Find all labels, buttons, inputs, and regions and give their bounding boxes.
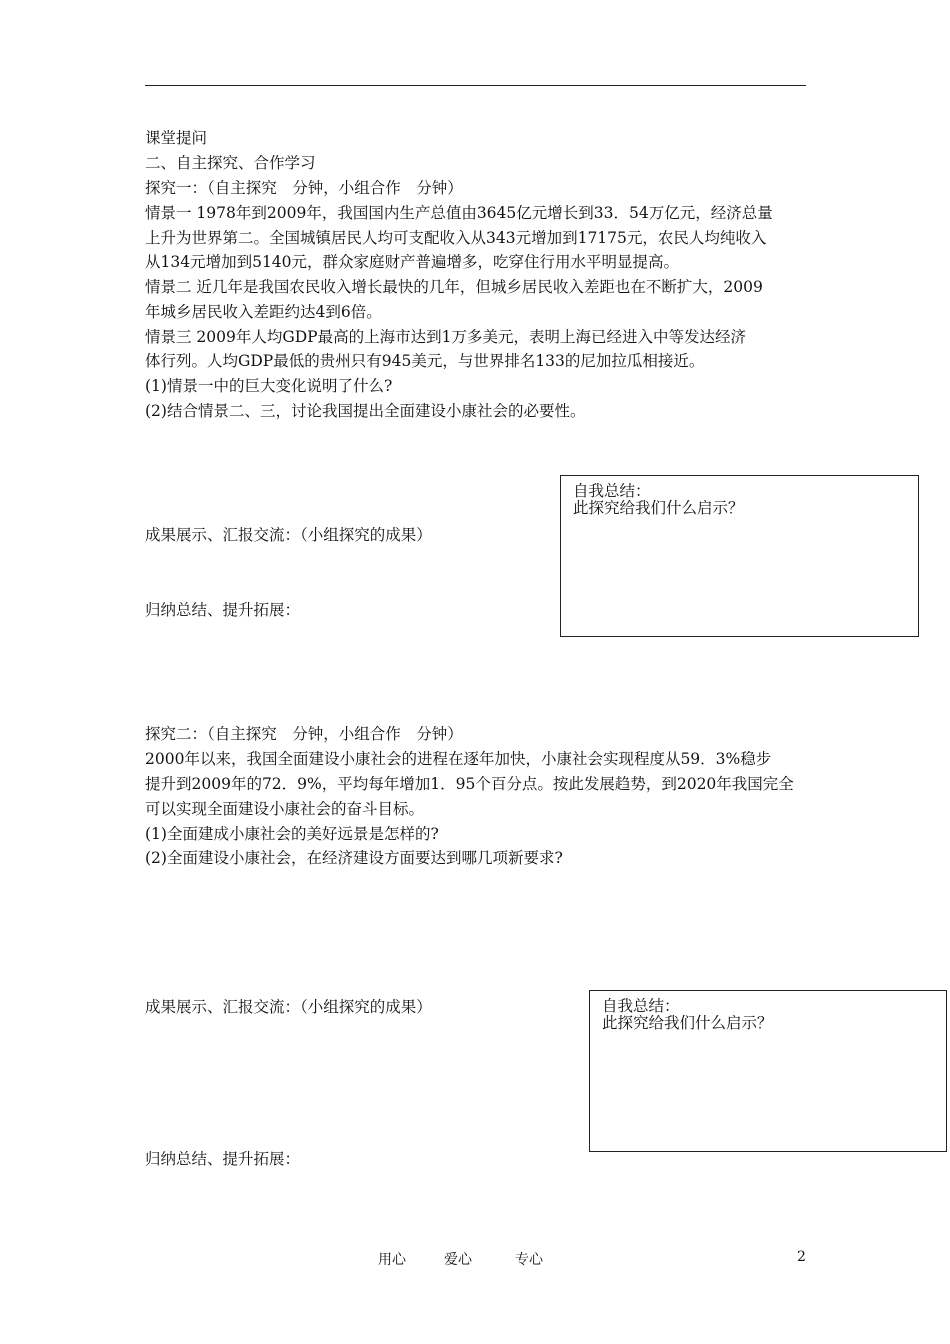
footer-word-2: 爱心: [444, 1252, 472, 1268]
footer-word-1: 用心: [378, 1252, 406, 1268]
inquiry2-paragraph-line: 可以实现全面建设小康社会的奋斗目标。: [145, 800, 425, 818]
page-number: 2: [797, 1249, 806, 1265]
inquiry2-summary-label: 归纳总结、提升拓展：: [145, 1150, 301, 1168]
inquiry1-paragraph-line: 从134元增加到5140元，群众家庭财产普遍增多，吃穿住行用水平明显提高。: [145, 253, 680, 271]
heading-class-questions: 课堂提问: [145, 129, 208, 147]
inquiry1-paragraph-line: 体行列。人均GDP最低的贵州只有945美元，与世界排名133的尼加拉瓜相接近。: [145, 352, 705, 370]
inquiry2-question-2: (2)全面建设小康社会，在经济建设方面要达到哪几项新要求?: [145, 849, 563, 867]
inquiry2-title: 探究二：（自主探究 分钟，小组合作 分钟）: [145, 725, 463, 743]
inquiry1-self-summary-box: [560, 475, 919, 637]
inquiry1-summary-label: 归纳总结、提升拓展：: [145, 601, 301, 619]
inquiry1-paragraph-line: 情景二 近几年是我国农民收入增长最快的几年，但城乡居民收入差距也在不断扩大，2009: [145, 278, 763, 296]
inquiry1-paragraph-line: 情景三 2009年人均GDP最高的上海市达到1万多美元，表明上海已经进入中等发达经济: [145, 328, 746, 346]
inquiry2-result-label: 成果展示、汇报交流：（小组探究的成果）: [145, 998, 432, 1016]
inquiry1-paragraph-line: 上升为世界第二。全国城镇居民人均可支配收入从343元增加到17175元，农民人均纯收入: [145, 229, 767, 247]
inquiry1-result-label: 成果展示、汇报交流：（小组探究的成果）: [145, 526, 432, 544]
inquiry1-question-2: (2)结合情景二、三，讨论我国提出全面建设小康社会的必要性。: [145, 402, 586, 420]
inquiry1-paragraph-line: 年城乡居民收入差距约达4到6倍。: [145, 303, 382, 321]
inquiry1-title: 探究一：（自主探究 分钟，小组合作 分钟）: [145, 179, 463, 197]
heading-section: 二、自主探究、合作学习: [145, 154, 316, 172]
inquiry2-paragraph-line: 2000年以来，我国全面建设小康社会的进程在逐年加快，小康社会实现程度从59．3%稳步: [145, 750, 772, 768]
inquiry1-question-1: (1)情景一中的巨大变化说明了什么?: [145, 377, 393, 395]
box-prompt: 此探究给我们什么启示？: [602, 1014, 773, 1032]
box-title: 自我总结：: [602, 997, 680, 1015]
inquiry1-paragraph-line: 情景一 1978年到2009年，我国国内生产总值由3645亿元增长到33．54万亿元，经济总量: [145, 204, 773, 222]
footer-word-3: 专心: [515, 1252, 543, 1268]
header-rule: [145, 85, 806, 86]
inquiry2-self-summary-box: [589, 990, 947, 1152]
inquiry2-paragraph-line: 提升到2009年的72．9%，平均每年增加1．95个百分点。按此发展趋势，到2020年我国完全: [145, 775, 794, 793]
box-prompt: 此探究给我们什么启示？: [573, 499, 744, 517]
box-title: 自我总结：: [573, 482, 651, 500]
inquiry2-question-1: (1)全面建成小康社会的美好远景是怎样的?: [145, 825, 439, 843]
